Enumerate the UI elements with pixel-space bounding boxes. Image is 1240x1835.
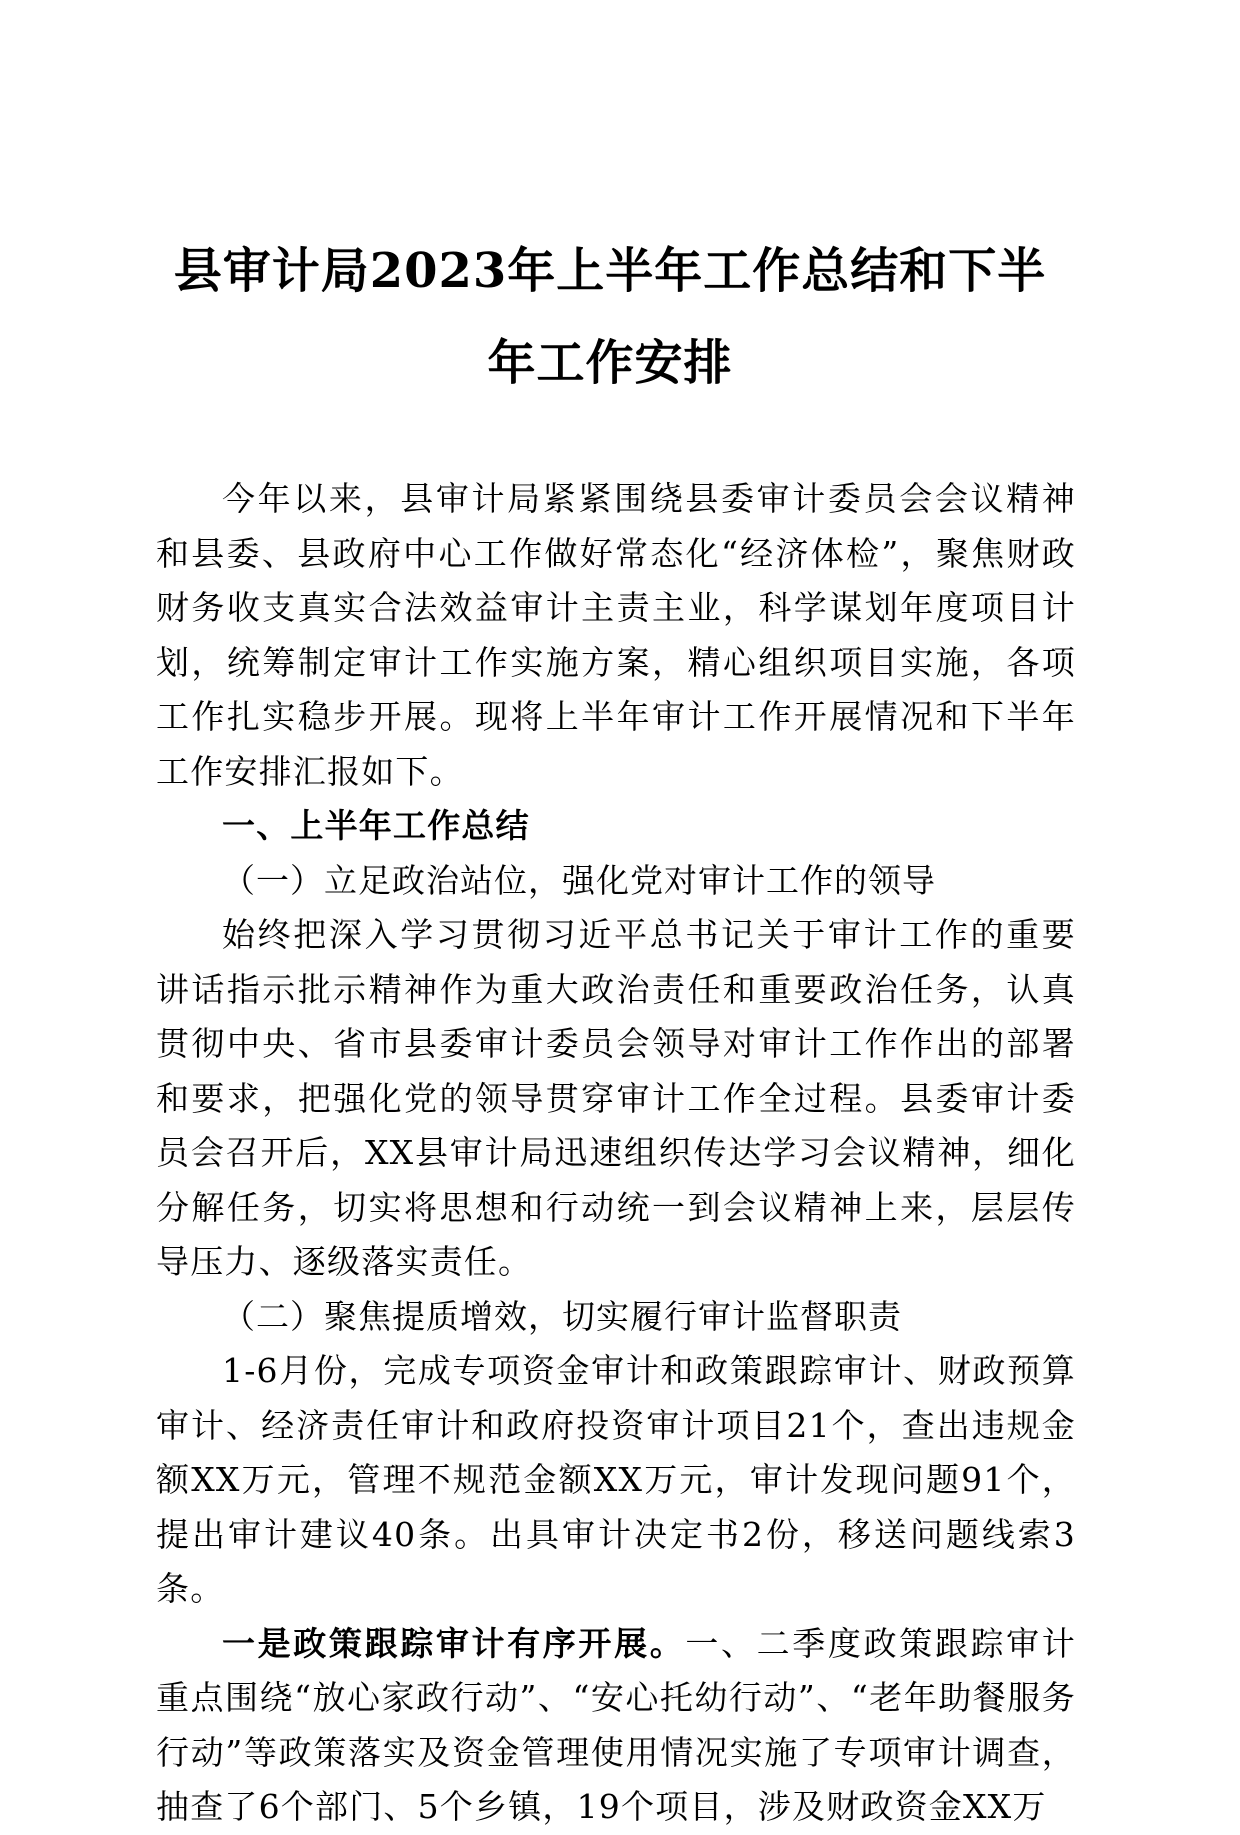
section-heading-1: 一、上半年工作总结 [222, 806, 530, 845]
document-body [156, 472, 1076, 1835]
paragraph-audit-results: 1-6月份，完成专项资金审计和政策跟踪审计、财政预算审计、经济责任审计和政府投资审计项目21个，查出违规金额XX万元，管理不规范金额XX万元，审计发现问题91个，提出审计建议40条。出具审计决定书2份，移送问题线索3条。 [156, 1351, 1076, 1608]
paragraph-lead: 一是政策跟踪审计有序开展。 [222, 1623, 686, 1663]
intro-paragraph: 今年以来，县审计局紧紧围绕县委审计委员会会议精神和县委、县政府中心工作做好常态化“经济体检”，聚焦财政财务收支真实合法效益审计主责主业，科学谋划年度项目计划，统筹制定审计工作实施方案，精心组织项目实施，各项工作扎实稳步开展。现将上半年审计工作开展情况和下半年工作安排汇报如下。 [156, 479, 1076, 791]
document-title: 县审计局2023年上半年工作总结和下半年工作安排 [173, 243, 1047, 391]
paragraph-political-stance: 始终把深入学习贯彻习近平总书记关于审计工作的重要讲话指示批示精神作为重大政治责任和重要政治任务，认真贯彻中央、省市县委审计委员会领导对审计工作作出的部署和要求，把强化党的领导贯穿审计工作全过程。县委审计委员会召开后，XX县审计局迅速组织传达学习会议精神，细化分解任务，切实将思想和行动统一到会议精神上来，层层传导压力、逐级落实责任。 [156, 915, 1076, 1281]
paragraph-text: 一、二季度政策跟踪审计重点围绕“放心家政行动”、“安心托幼行动”、“老年助餐服务行动”等政策落实及资金管理使用情况实施了专项审计调查，抽查了6个部门、5个乡镇，19个项目，涉及财政资金XX万 [156, 1623, 1076, 1826]
subsection-heading-1: （一）立足政治站位，强化党对审计工作的领导 [222, 860, 936, 900]
paragraph-policy-tracking [156, 1617, 1076, 1835]
subsection-heading-2: （二）聚焦提质增效，切实履行审计监督职责 [222, 1296, 902, 1336]
